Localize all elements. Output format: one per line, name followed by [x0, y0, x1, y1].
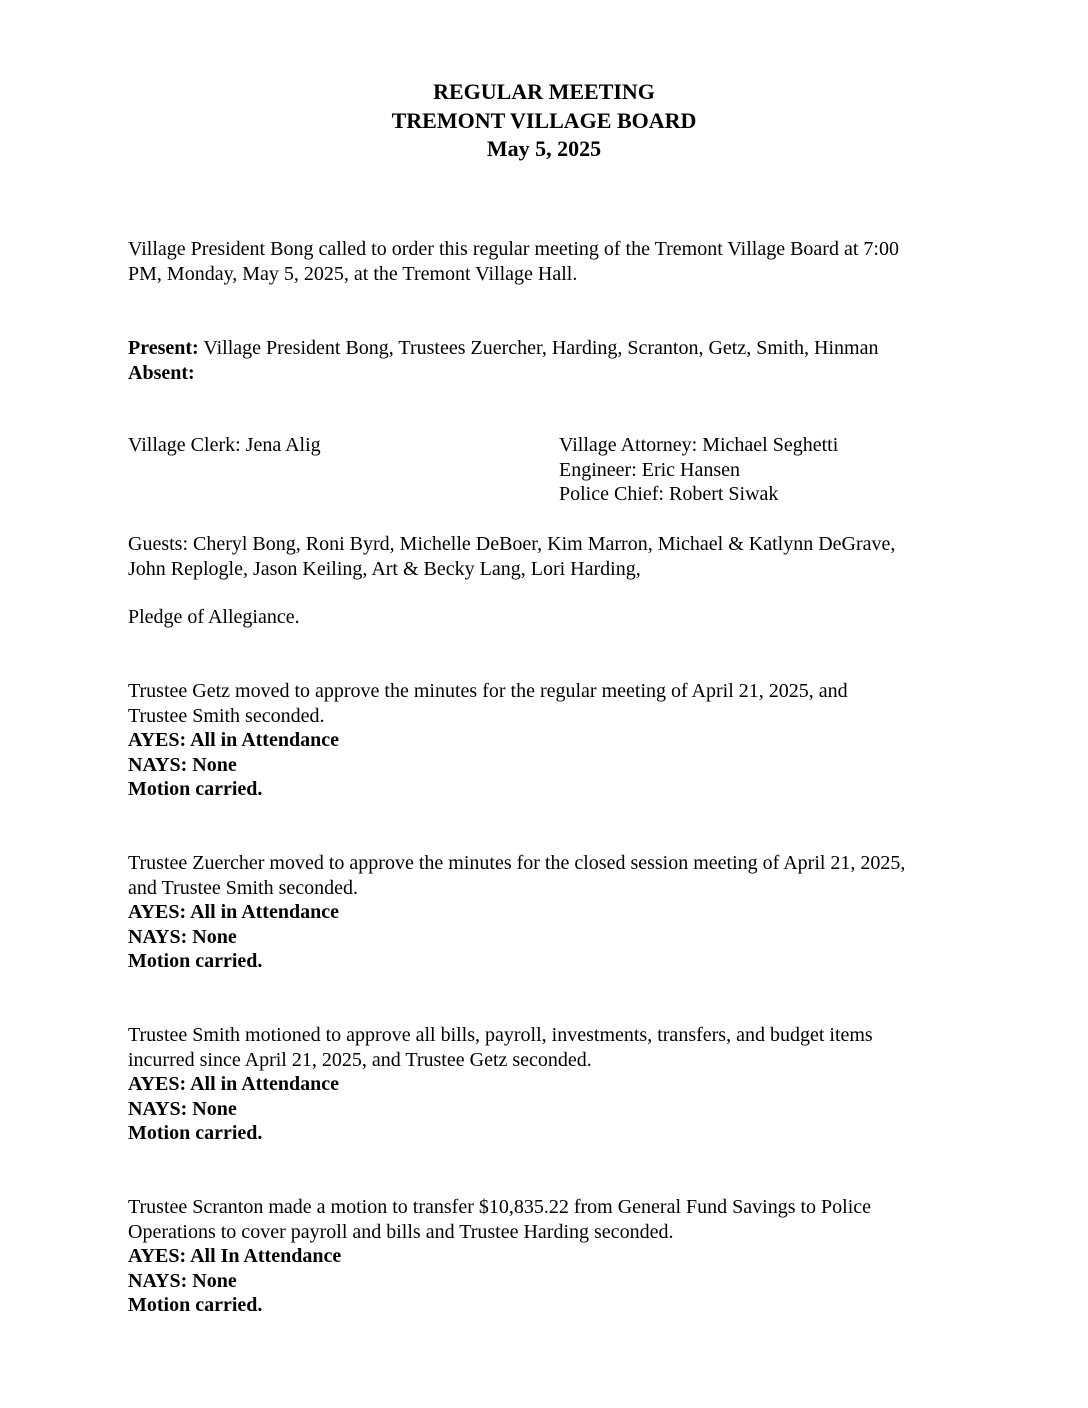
motion-result: Motion carried.: [128, 1122, 263, 1144]
guests-paragraph: [128, 532, 968, 581]
motion-ayes: AYES: All in Attendance: [128, 901, 339, 923]
officials-right-column: [559, 433, 979, 507]
motion-block: [128, 1023, 968, 1146]
present-label: Present:: [128, 337, 199, 359]
call-to-order-line-2: PM, Monday, May 5, 2025, at the Tremont Village Hall.: [128, 262, 578, 285]
attendance-section: [128, 336, 968, 385]
motion-result: Motion carried.: [128, 1294, 263, 1316]
motion-line-1: Trustee Scranton made a motion to transfer $10,835.22 from General Fund Savings to Police: [128, 1196, 872, 1218]
motion-line-1: Trustee Smith motioned to approve all bills, payroll, investments, transfers, and budget items: [128, 1024, 873, 1046]
motion-ayes: AYES: All in Attendance: [128, 729, 339, 751]
motion-line-1: Trustee Zuercher moved to approve the minutes for the closed session meeting of April 21, 2025,: [128, 852, 906, 874]
title-meeting-type: REGULAR MEETING: [433, 79, 655, 104]
motion-result: Motion carried.: [128, 778, 263, 800]
motion-line-2: Operations to cover payroll and bills and Trustee Harding seconded.: [128, 1220, 674, 1243]
present-line: [128, 336, 968, 361]
motion-result: Motion carried.: [128, 950, 263, 972]
call-to-order-line-1: Village President Bong called to order this regular meeting of the Tremont Village Board at 7:00: [128, 238, 899, 260]
pledge-text: Pledge of Allegiance.: [128, 606, 300, 628]
village-attorney: Village Attorney: Michael Seghetti: [559, 434, 839, 456]
motion-ayes: AYES: All In Attendance: [128, 1245, 342, 1267]
motion-nays: NAYS: None: [128, 753, 237, 776]
title-board-name: TREMONT VILLAGE BOARD: [391, 107, 697, 133]
guests-line-2: John Replogle, Jason Keiling, Art & Becky Lang, Lori Harding,: [128, 557, 641, 580]
motion-block: [128, 679, 968, 802]
document-title: [0, 78, 1088, 164]
motion-ayes: AYES: All in Attendance: [128, 1073, 339, 1095]
motion-nays: NAYS: None: [128, 1269, 237, 1292]
village-clerk-text: Village Clerk: Jena Alig: [128, 434, 321, 456]
motion-nays: NAYS: None: [128, 925, 237, 948]
police-chief: Police Chief: Robert Siwak: [559, 483, 779, 505]
motion-line-1: Trustee Getz moved to approve the minutes for the regular meeting of April 21, 2025, and: [128, 680, 848, 702]
pledge: [128, 605, 968, 630]
engineer: Engineer: Eric Hansen: [559, 458, 741, 481]
motion-line-2: incurred since April 21, 2025, and Trustee Getz seconded.: [128, 1048, 592, 1071]
call-to-order-paragraph: [128, 237, 968, 286]
present-value: Village President Bong, Trustees Zuercher, Harding, Scranton, Getz, Smith, Hinman: [198, 337, 879, 359]
motion-block: [128, 1195, 968, 1318]
motion-nays: NAYS: None: [128, 1097, 237, 1120]
absent-label: Absent:: [128, 361, 195, 384]
motion-block: [128, 851, 968, 974]
guests-line-1: Guests: Cheryl Bong, Roni Byrd, Michelle DeBoer, Kim Marron, Michael & Katlynn DeGrave,: [128, 533, 896, 555]
motion-line-2: and Trustee Smith seconded.: [128, 876, 358, 899]
motion-line-2: Trustee Smith seconded.: [128, 704, 325, 727]
title-date: May 5, 2025: [486, 136, 602, 161]
